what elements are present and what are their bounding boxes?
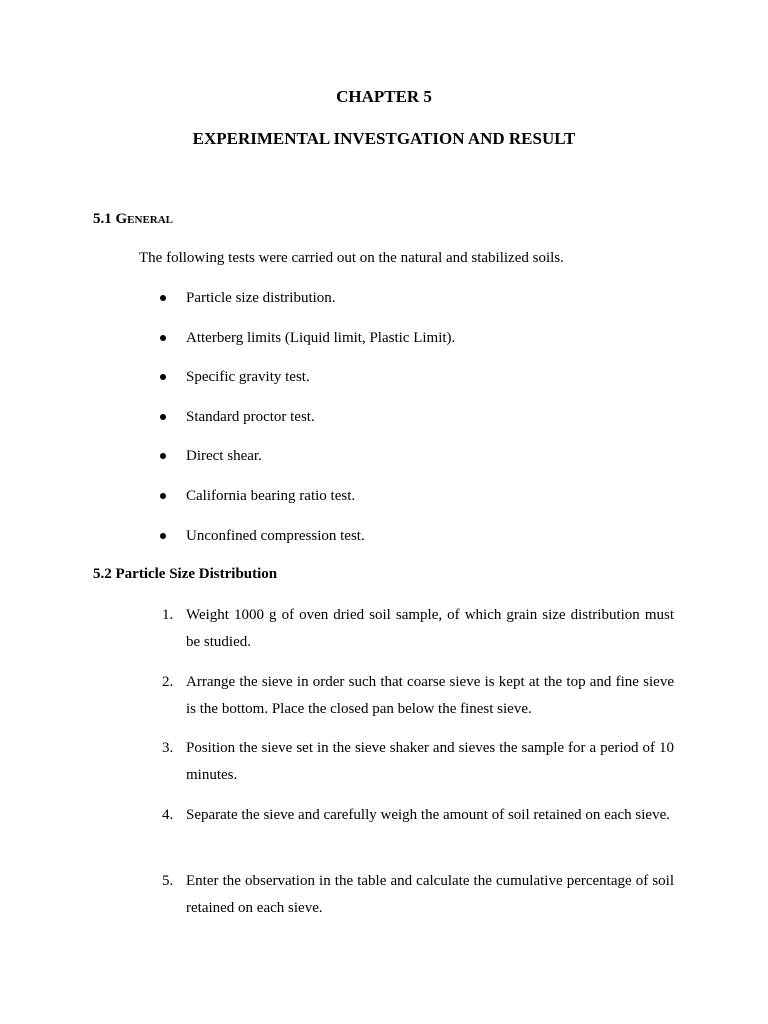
bullet-icon: [160, 493, 166, 499]
section-number: 5.1: [93, 211, 112, 227]
step-number: 3.: [162, 740, 174, 757]
step-text: Weight 1000 g of oven dried soil sample, of which grain size distribution must be studied.: [186, 607, 674, 650]
bullet-icon: [160, 533, 166, 539]
list-item-text: Atterberg limits (Liquid limit, Plastic Limit).: [186, 329, 456, 346]
list-item-text: Specific gravity test.: [186, 369, 310, 386]
list-item-text: Unconfined compression test.: [186, 527, 365, 544]
list-item: [0, 328, 768, 368]
step-text: Arrange the sieve in order such that coarse sieve is kept at the top and fine sieve is the bottom. Place the closed pan below the finest sieve.: [186, 673, 674, 717]
bullet-icon: [160, 295, 166, 301]
list-item: [0, 526, 768, 566]
procedure-step: [0, 802, 768, 869]
section-intro: The following tests were carried out on the natural and stabilized soils.: [139, 250, 564, 266]
list-item: [0, 486, 768, 526]
list-item-text: Direct shear.: [186, 448, 262, 465]
procedure-step: [0, 735, 768, 802]
section-heading-general: [93, 209, 173, 229]
step-number: 1.: [162, 607, 174, 623]
list-item-text: Standard proctor test.: [186, 408, 315, 425]
list-item: [0, 367, 768, 407]
list-item-text: Particle size distribution.: [186, 290, 336, 306]
bullet-icon: [160, 335, 166, 341]
chapter-title: EXPERIMENTAL INVESTGATION AND RESULT: [192, 129, 576, 148]
step-text: Position the sieve set in the sieve shaker and sieves the sample for a period of 10 minutes.: [186, 740, 674, 784]
test-list: [0, 288, 768, 565]
chapter-number: CHAPTER 5: [336, 87, 432, 106]
section-title: General: [115, 211, 174, 227]
bullet-icon: [160, 374, 166, 380]
list-item: [0, 407, 768, 447]
list-item: [0, 288, 768, 328]
bullet-icon: [160, 414, 166, 420]
list-item-text: California bearing ratio test.: [186, 487, 356, 504]
bullet-icon: [160, 453, 166, 459]
procedure-step: [0, 669, 768, 736]
procedure-step: [0, 602, 768, 669]
section-heading-particle-size: 5.2 Particle Size Distribution: [93, 566, 278, 582]
step-text: Separate the sieve and carefully weigh the amount of soil retained on each sieve.: [186, 806, 670, 823]
list-item: [0, 446, 768, 486]
step-number: 5.: [162, 873, 174, 890]
step-text: Enter the observation in the table and calculate the cumulative percentage of soil retained on each sieve.: [186, 873, 674, 917]
step-number: 4.: [162, 806, 174, 823]
procedure-step: [0, 868, 768, 935]
procedure-list: [0, 602, 768, 935]
step-number: 2.: [162, 673, 174, 690]
